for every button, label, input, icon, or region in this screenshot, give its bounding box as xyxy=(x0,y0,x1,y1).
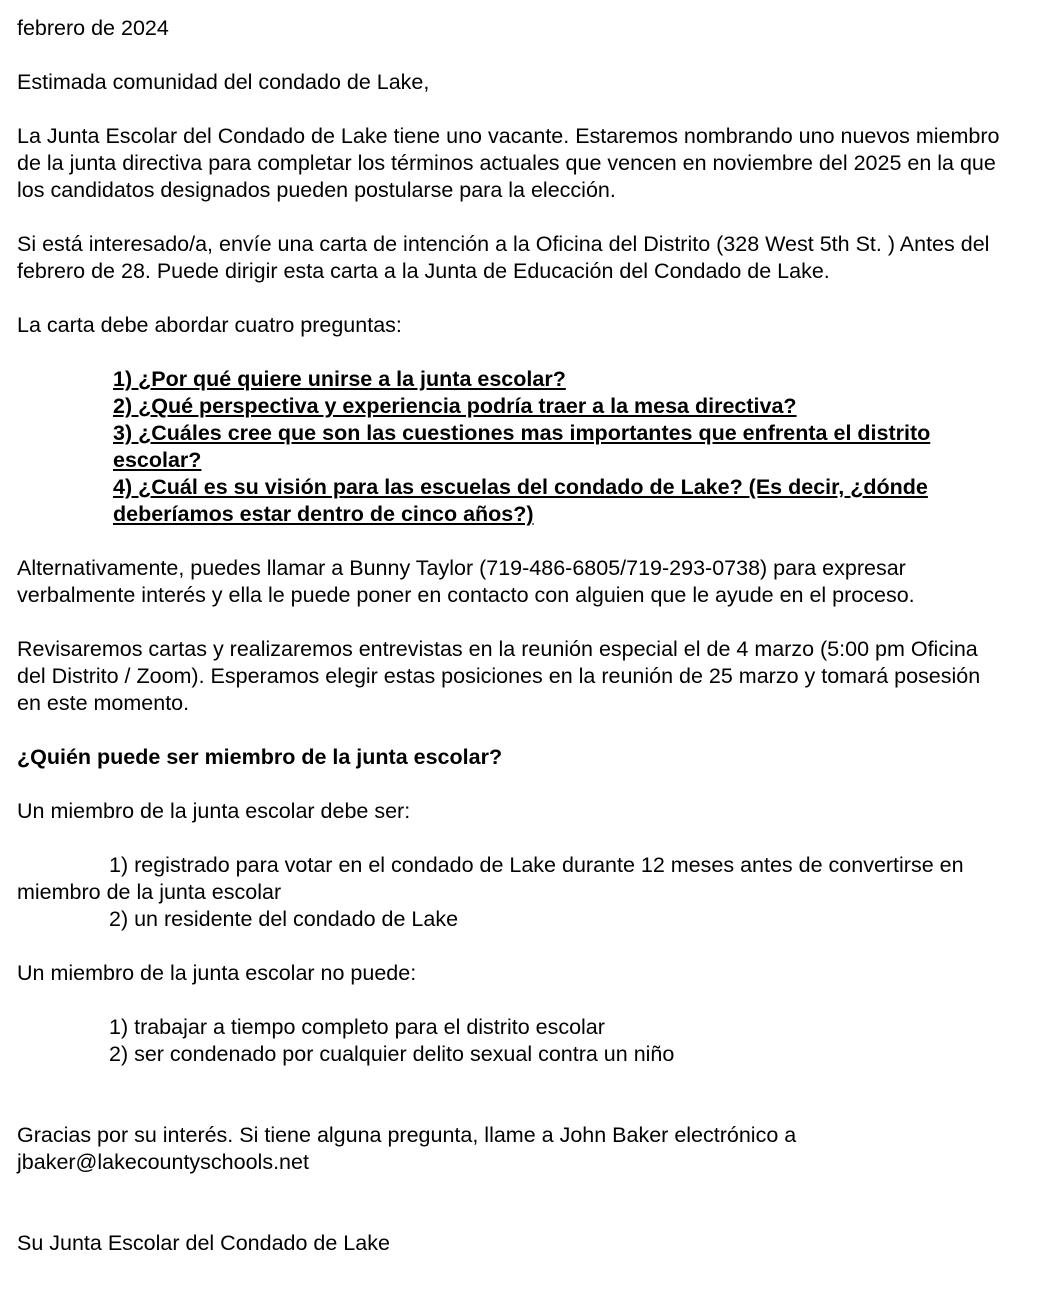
cannot-item: 2) ser condenado por cualquier delito sexual contra un niño xyxy=(109,1042,675,1066)
must-item: 2) un residente del condado de Lake xyxy=(109,907,459,931)
letter-greeting: Estimada comunidad del condado de Lake, xyxy=(17,70,430,94)
question-item: 3) ¿Cuáles cree que son las cuestiones mas importantes que enfrenta el distrito escolar? xyxy=(113,421,931,472)
closing-paragraph: Gracias por su interés. Si tiene alguna pregunta, llame a John Baker electrónico a jbaker@lakecountyschools.net xyxy=(17,1123,797,1174)
question-item: 4) ¿Cuál es su visión para las escuelas del condado de Lake? (Es decir, ¿dónde deberíamos estar dentro de cinco años?) xyxy=(113,475,928,526)
cannot-intro: Un miembro de la junta escolar no puede: xyxy=(17,961,417,985)
letter-date: febrero de 2024 xyxy=(17,16,169,40)
signature: Su Junta Escolar del Condado de Lake xyxy=(17,1231,390,1255)
question-item: 1) ¿Por qué quiere unirse a la junta escolar? xyxy=(113,367,566,391)
eligibility-heading: ¿Quién puede ser miembro de la junta escolar? xyxy=(17,745,503,769)
questions-list xyxy=(113,366,1013,528)
question-item: 2) ¿Qué perspectiva y experiencia podría traer a la mesa directiva? xyxy=(113,394,797,418)
questions-intro: La carta debe abordar cuatro preguntas: xyxy=(17,313,402,337)
application-paragraph: Si está interesado/a, envíe una carta de intención a la Oficina del Distrito (328 West 5th St. ) Antes del febrero de 28. Puede dirigir esta carta a la Junta de Educación del Condado de Lake. xyxy=(17,232,990,283)
cannot-item: 1) trabajar a tiempo completo para el distrito escolar xyxy=(109,1015,605,1039)
phone-paragraph: Alternativamente, puedes llamar a Bunny Taylor (719-486-6805/719-293-0738) para expresar verbalmente interés y ella le puede poner en contacto con alguien que le ayude en el proceso. xyxy=(17,556,915,607)
must-intro: Un miembro de la junta escolar debe ser: xyxy=(17,799,411,823)
letter-page xyxy=(17,15,1017,1257)
must-item: 1) registrado para votar en el condado de Lake durante 12 meses antes de convertirse en miembro de la junta escolar xyxy=(17,853,964,904)
vacancy-paragraph: La Junta Escolar del Condado de Lake tiene uno vacante. Estaremos nombrando uno nuevos miembro de la junta directiva para completar los términos actuales que vencen en noviembre del 2025 en la que los candidatos designados pueden postularse para la elección. xyxy=(17,124,1000,202)
interview-paragraph: Revisaremos cartas y realizaremos entrevistas en la reunión especial el de 4 marzo (5:00 pm Oficina del Distrito / Zoom). Esperamos elegir estas posiciones en la reunión de 25 marzo y tomará posesión en este momento. xyxy=(17,637,981,715)
